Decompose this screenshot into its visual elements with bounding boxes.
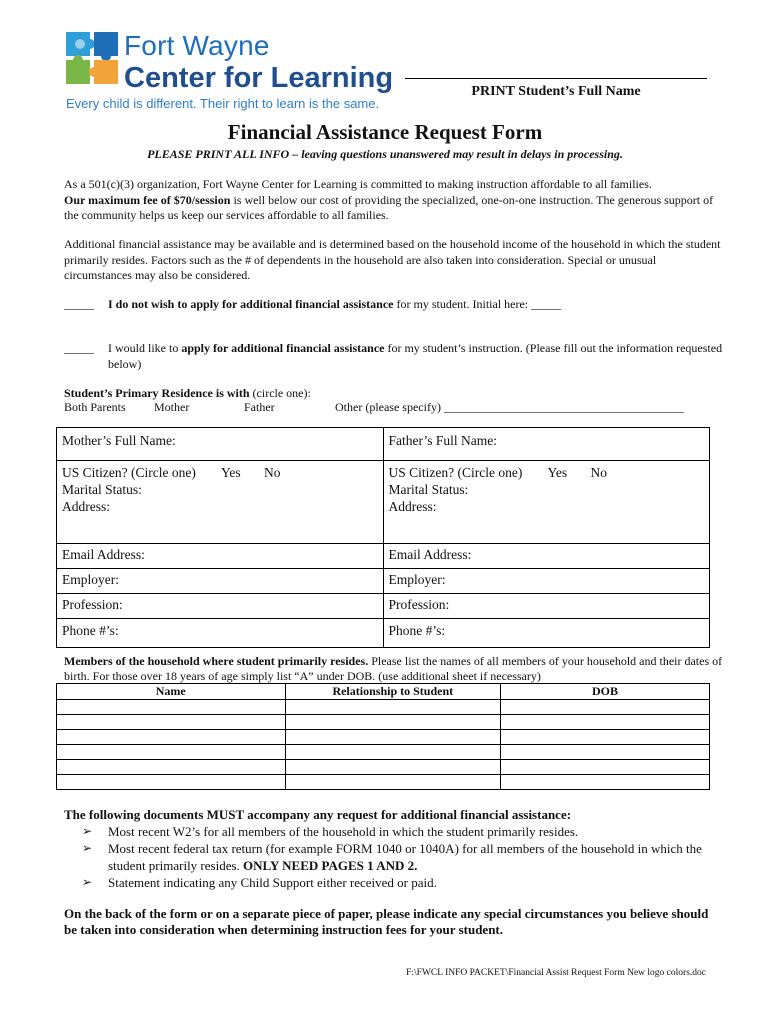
relationship-cell[interactable] <box>285 745 500 760</box>
intro-p1-c: is well below our cost of providing the specialized, one-on-one instruction. The generous support of the community helps us keep our services affordable to all families. <box>64 192 714 222</box>
father-phone-field[interactable]: Phone #’s: <box>383 619 710 648</box>
father-email-field[interactable]: Email Address: <box>383 544 710 569</box>
dob-cell[interactable] <box>501 730 710 745</box>
table-row <box>57 745 710 760</box>
col-dob: DOB <box>501 684 710 700</box>
mother-profession-field[interactable]: Profession: <box>57 594 384 619</box>
name-cell[interactable] <box>57 760 286 775</box>
student-name-label: PRINT Student’s Full Name <box>471 84 641 99</box>
logo-tagline: Every child is different. Their right to learn is the same. <box>66 96 380 111</box>
arrow-bullet-icon: ➢ <box>82 875 93 889</box>
mother-citizen-yes[interactable]: Yes <box>221 465 241 480</box>
mother-email-field[interactable]: Email Address: <box>57 544 384 569</box>
logo-line1: Fort Wayne <box>124 30 270 61</box>
option-decline-bold: I do not wish to apply for additional financial assistance <box>108 297 394 311</box>
option-decline-blank[interactable]: _____ <box>64 297 94 311</box>
household-intro-rest: Please list the names of all members of your household and their dates of birth. For those over 18 years of age simply list “A” under DOB. (use additional sheet if necessary) <box>64 654 723 683</box>
intro-paragraph-1 <box>64 177 724 224</box>
option-apply[interactable] <box>64 341 724 375</box>
option-apply-blank[interactable]: _____ <box>64 341 94 355</box>
residence-both-parents[interactable]: Both Parents <box>64 400 126 414</box>
intro-p1-fee: Our maximum fee of $70/session <box>64 192 231 207</box>
residence-label <box>64 386 724 400</box>
father-citizen-label: US Citizen? (Circle one) <box>388 465 523 480</box>
residence-father[interactable]: Father <box>244 400 275 414</box>
option-apply-text <box>108 341 728 372</box>
table-row <box>57 775 710 790</box>
relationship-cell[interactable] <box>285 775 500 790</box>
col-name: Name <box>57 684 286 700</box>
father-profession-field[interactable]: Profession: <box>383 594 710 619</box>
list-item <box>64 840 724 874</box>
option-decline-rest: for my student. Initial here: _____ <box>393 297 562 311</box>
residence-choices <box>64 400 724 416</box>
option-apply-rest: for my student’s instruction. (Please fill out the information requested below) <box>108 341 723 371</box>
documents-heading: The following documents MUST accompany any request for additional financial assistance: <box>64 807 572 822</box>
table-row <box>57 700 710 715</box>
father-citizen-yes[interactable]: Yes <box>547 465 568 480</box>
logo-line2: Center for Learning <box>124 62 394 94</box>
document-item-2-bold: ONLY NEED PAGES 1 AND 2. <box>243 858 418 873</box>
name-cell[interactable] <box>57 745 286 760</box>
option-decline[interactable] <box>64 297 724 315</box>
name-cell[interactable] <box>57 730 286 745</box>
document-item-3: Statement indicating any Child Support either received or paid. <box>108 875 437 890</box>
dob-cell[interactable] <box>501 760 710 775</box>
household-intro <box>64 654 724 683</box>
father-address-label: Address: <box>388 499 437 514</box>
back-of-form-note: On the back of the form or on a separate piece of paper, please indicate any special circumstances you believe should be taken into consideration when determining instruction fees for your student. <box>64 906 709 937</box>
parent-info-table <box>56 427 710 648</box>
mother-name-field[interactable]: Mother’s Full Name: <box>57 428 384 461</box>
name-cell[interactable] <box>57 715 286 730</box>
table-row <box>57 760 710 775</box>
father-details-cell[interactable] <box>383 461 710 544</box>
father-marital-label: Marital Status: <box>388 482 469 497</box>
list-item <box>64 823 724 840</box>
household-table <box>56 683 710 790</box>
list-item <box>64 874 724 891</box>
document-item-2: Most recent federal tax return (for example FORM 1040 or 1040A) for all members of the household in which the student primarily resides. <box>108 841 702 873</box>
mother-citizen-row <box>62 464 378 481</box>
student-name-line[interactable] <box>405 78 707 79</box>
option-decline-text <box>108 297 728 313</box>
mother-employer-field[interactable]: Employer: <box>57 569 384 594</box>
puzzle-logo-icon <box>64 30 122 92</box>
document-item-1: Most recent W2’s for all members of the household in which the student primarily resides. <box>108 824 579 839</box>
father-citizen-row <box>389 464 705 481</box>
intro-p1-a: As a 501(c)(3) organization, Fort Wayne Center for Learning is committed to making instruction affordable to all families. <box>64 177 652 191</box>
father-employer-field[interactable]: Employer: <box>383 569 710 594</box>
mother-citizen-label: US Citizen? (Circle one) <box>62 465 196 480</box>
arrow-bullet-icon: ➢ <box>82 841 93 855</box>
dob-cell[interactable] <box>501 715 710 730</box>
table-row <box>57 730 710 745</box>
dob-cell[interactable] <box>501 775 710 790</box>
residence-other[interactable]: Other (please specify) ________________________________________ <box>335 400 684 414</box>
mother-details-cell[interactable] <box>57 461 384 544</box>
father-name-field[interactable]: Father’s Full Name: <box>383 428 710 461</box>
intro-paragraph-2: Additional financial assistance may be available and is determined based on the household income of the household in which the student primarily resides. Factors such as the # of dependents in the household are also taken into consideration. Special or unusual circumstances may also be considered. <box>64 237 721 282</box>
mother-citizen-no[interactable]: No <box>264 465 281 480</box>
documents-list <box>64 823 724 891</box>
file-path-footer: F:\FWCL INFO PACKET\Financial Assist Request Form New logo colors.doc <box>406 968 706 978</box>
name-cell[interactable] <box>57 775 286 790</box>
table-row <box>57 715 710 730</box>
relationship-cell[interactable] <box>285 715 500 730</box>
residence-label-rest: (circle one): <box>249 386 311 400</box>
dob-cell[interactable] <box>501 745 710 760</box>
col-relationship: Relationship to Student <box>285 684 500 700</box>
residence-label-bold: Student’s Primary Residence is with <box>64 386 250 400</box>
required-documents <box>64 806 724 891</box>
form-title: Financial Assistance Request Form <box>227 120 543 144</box>
fwcl-logo <box>64 30 394 114</box>
option-apply-a: I would like to <box>108 341 182 355</box>
residence-mother[interactable]: Mother <box>154 400 190 414</box>
father-citizen-no[interactable]: No <box>590 465 607 480</box>
mother-marital-label: Marital Status: <box>62 482 142 497</box>
name-cell[interactable] <box>57 700 286 715</box>
relationship-cell[interactable] <box>285 760 500 775</box>
relationship-cell[interactable] <box>285 730 500 745</box>
household-intro-bold: Members of the household where student primarily resides. <box>64 654 369 668</box>
mother-address-label: Address: <box>62 499 110 514</box>
option-apply-bold: apply for additional financial assistance <box>181 341 385 355</box>
relationship-cell[interactable] <box>285 700 500 715</box>
arrow-bullet-icon: ➢ <box>82 824 93 838</box>
mother-phone-field[interactable]: Phone #’s: <box>57 619 384 648</box>
form-subtitle: PLEASE PRINT ALL INFO – leaving questions unanswered may result in delays in processing. <box>147 147 623 161</box>
dob-cell[interactable] <box>501 700 710 715</box>
